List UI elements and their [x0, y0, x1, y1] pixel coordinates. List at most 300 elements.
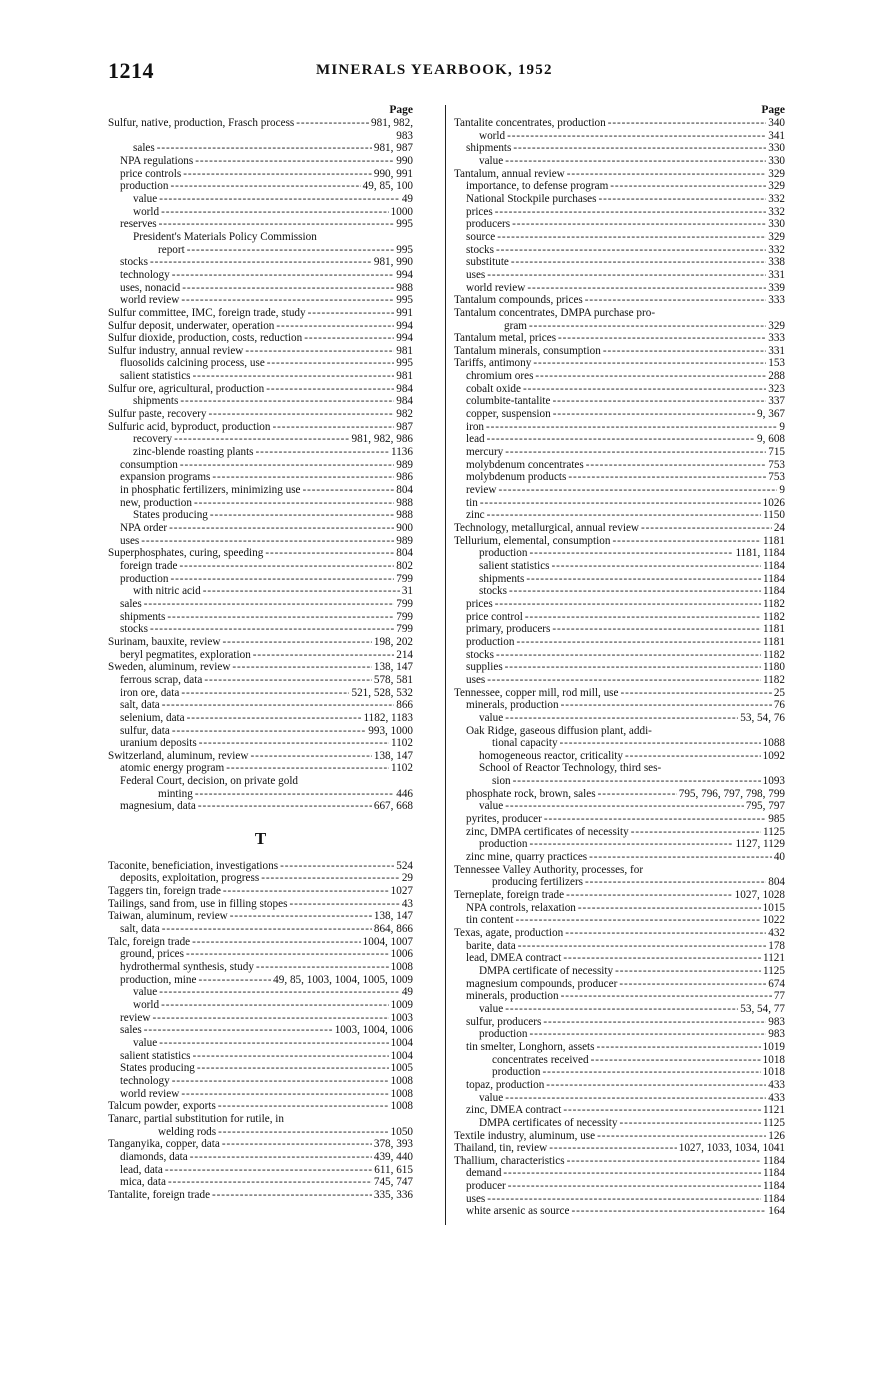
dot-leader — [529, 838, 733, 851]
entry-term: white arsenic as source — [466, 1205, 570, 1218]
index-entry — [454, 674, 785, 687]
page-reference: 1181 — [763, 534, 785, 547]
entry-term: Tantalum compounds, prices — [454, 294, 583, 307]
page-reference: 43 — [401, 897, 413, 910]
dot-leader — [612, 535, 761, 548]
page-reference: 329 — [768, 230, 785, 243]
index-entry — [108, 573, 413, 586]
page-reference: 1180 — [763, 661, 785, 674]
entry-term: Terneplate, foreign trade — [454, 889, 565, 902]
index-entry — [454, 256, 785, 269]
dot-leader — [276, 320, 394, 333]
page-header — [108, 58, 788, 82]
entry-term: Tanarc, partial substitution for rutile, in — [108, 1112, 284, 1125]
page-reference: 990 — [396, 154, 413, 167]
entry-term: selenium, data — [120, 711, 185, 724]
dot-leader — [487, 1193, 761, 1206]
page-reference: 994 — [396, 332, 413, 345]
index-entry — [454, 471, 785, 484]
entry-term: minerals, production — [466, 990, 559, 1003]
entry-term: salient statistics — [479, 559, 550, 572]
index-entry — [108, 699, 413, 712]
dot-leader — [526, 573, 761, 586]
dot-leader — [157, 142, 372, 155]
entry-term: phosphate rock, brown, sales — [466, 787, 596, 800]
dot-leader — [183, 168, 372, 181]
page-reference: 1125 — [763, 964, 785, 977]
index-entry — [454, 307, 785, 320]
dot-leader — [543, 1016, 766, 1029]
page-reference: 981, 982, — [371, 117, 413, 129]
index-entry — [454, 598, 785, 611]
entry-term: tional capacity — [492, 737, 558, 750]
dot-leader — [603, 345, 766, 358]
entry-term: DMPA certificate of necessity — [479, 964, 614, 977]
dot-leader — [496, 244, 766, 257]
index-entry — [454, 1193, 785, 1206]
page-reference: 439, 440 — [373, 1150, 413, 1163]
dot-leader — [218, 1126, 389, 1139]
index-entry — [108, 256, 413, 269]
entry-term: zinc-blende roasting plants — [133, 446, 254, 459]
page-reference: 799 — [396, 597, 413, 610]
dot-leader — [261, 872, 400, 885]
page-reference: 866 — [396, 699, 413, 712]
dot-leader — [498, 484, 777, 497]
page-reference: 1184 — [763, 1154, 785, 1167]
dot-leader — [529, 547, 733, 560]
page-reference: 329 — [768, 319, 785, 332]
page-reference: 332 — [768, 243, 785, 256]
entry-term: foreign trade — [120, 559, 178, 572]
entry-term: Texas, agate, production — [454, 927, 564, 939]
page-reference: 339 — [768, 281, 785, 294]
index-entry — [108, 1062, 413, 1075]
entry-term: iron — [466, 420, 485, 433]
entry-term: Sulfur deposit, underwater, operation — [108, 319, 275, 332]
entry-term: review — [466, 484, 497, 497]
index-entry — [454, 813, 785, 826]
index-column-right — [454, 103, 785, 1218]
entry-term: uses — [466, 673, 486, 686]
entry-term: technology — [120, 268, 170, 281]
entry-term: tin — [466, 496, 478, 509]
index-entry — [108, 611, 413, 624]
entry-term: topaz, production — [466, 1078, 545, 1091]
index-entry — [108, 193, 413, 206]
entry-term: cobalt oxide — [466, 382, 521, 395]
dot-leader — [597, 1130, 766, 1143]
page-reference: 1027 — [390, 885, 413, 898]
page-reference: 9, 367 — [757, 408, 785, 421]
page-reference: 1088 — [762, 737, 785, 750]
entry-term: review — [120, 1011, 151, 1024]
entry-term: ferrous scrap, data — [120, 673, 203, 686]
dot-leader — [561, 990, 772, 1003]
index-entry — [454, 497, 785, 510]
dot-leader — [170, 180, 360, 193]
entry-term: value — [479, 1002, 504, 1015]
index-entry — [454, 1054, 785, 1067]
page-reference: 1003, 1004, 1006 — [334, 1024, 413, 1037]
index-entry — [108, 636, 413, 649]
dot-leader — [256, 446, 389, 459]
entry-term: substitute — [466, 256, 509, 269]
page-reference: 715 — [768, 446, 785, 459]
dot-leader — [187, 712, 362, 725]
index-entry — [454, 357, 785, 370]
dot-leader — [230, 910, 372, 923]
index-entry — [108, 1075, 413, 1088]
dot-leader — [222, 636, 371, 649]
page-reference: 667, 668 — [373, 800, 413, 813]
index-entry — [454, 737, 785, 750]
index-entry — [108, 509, 413, 522]
index-entry — [454, 585, 785, 598]
dot-leader — [505, 1003, 738, 1016]
dot-leader — [181, 294, 394, 307]
index-entry — [108, 974, 413, 987]
dot-leader — [193, 1050, 389, 1063]
page-reference: 799 — [396, 610, 413, 623]
dot-leader — [159, 1037, 388, 1050]
page-reference: 985 — [768, 813, 785, 826]
index-column-left — [108, 103, 413, 1201]
dot-leader — [204, 674, 372, 687]
entry-term: production — [120, 572, 169, 585]
page-reference: 1125 — [763, 825, 785, 838]
page-reference: 333 — [768, 294, 785, 307]
index-entry — [108, 484, 413, 497]
page-reference: 126 — [768, 1129, 785, 1142]
dot-leader — [199, 737, 389, 750]
dot-leader — [169, 522, 394, 535]
index-entry — [454, 661, 785, 674]
entry-term: uses — [466, 1192, 486, 1205]
entry-term: production — [466, 635, 515, 648]
entry-term: stocks — [120, 256, 148, 269]
entry-term: pyrites, producer — [466, 813, 542, 826]
dot-leader — [296, 117, 369, 130]
dot-leader — [198, 974, 271, 987]
page-reference: 53, 54, 77 — [740, 1002, 785, 1015]
index-entry — [108, 725, 413, 738]
dot-leader — [591, 1054, 761, 1067]
dot-leader — [598, 788, 677, 801]
dot-leader — [546, 1079, 766, 1092]
page-reference: 49 — [401, 192, 413, 205]
dot-leader — [516, 914, 761, 927]
page-reference: 804 — [396, 547, 413, 560]
index-entry — [454, 370, 785, 383]
page-reference: 981, 982, 986 — [351, 433, 413, 446]
page-reference: 804 — [396, 484, 413, 497]
page-reference: 1003 — [390, 1011, 413, 1024]
index-entry — [454, 320, 785, 333]
entry-term: report — [158, 243, 185, 256]
index-entry — [454, 142, 785, 155]
dot-leader — [571, 1205, 766, 1218]
entry-term: Tennessee, copper mill, rod mill, use — [454, 686, 619, 699]
dot-leader — [586, 459, 766, 472]
index-entry — [454, 206, 785, 219]
index-entry — [108, 674, 413, 687]
dot-leader — [585, 294, 766, 307]
page-reference: 989 — [396, 458, 413, 471]
index-entry — [108, 661, 413, 674]
dot-leader — [516, 636, 761, 649]
dot-leader — [578, 902, 761, 915]
dot-leader — [141, 535, 394, 548]
index-entry — [108, 775, 413, 788]
index-entry — [454, 636, 785, 649]
entry-term: Tantalum metal, prices — [454, 332, 557, 345]
page-reference: 1000 — [390, 205, 413, 218]
index-entry — [108, 1138, 413, 1151]
dot-leader — [226, 762, 389, 775]
entry-term: Sulfur, native, production, Frasch process — [108, 117, 295, 129]
index-entry — [454, 1066, 785, 1079]
index-entry — [454, 560, 785, 573]
entry-term: uses, nonacid — [120, 281, 181, 294]
page-reference: 995 — [396, 294, 413, 307]
dot-leader — [232, 661, 371, 674]
page-reference: 1181 — [763, 635, 785, 648]
dot-leader — [527, 282, 766, 295]
dot-leader — [505, 661, 761, 674]
entry-term: stocks — [466, 648, 494, 661]
page-reference: 994 — [396, 268, 413, 281]
dot-leader — [250, 750, 371, 763]
entry-term: production — [479, 838, 528, 851]
dot-leader — [208, 408, 394, 421]
dot-leader — [560, 737, 761, 750]
dot-leader — [212, 1189, 372, 1202]
dot-leader — [266, 383, 394, 396]
page-reference: 745, 747 — [373, 1176, 413, 1189]
dot-leader — [509, 585, 761, 598]
entry-term: Taggers tin, foreign trade — [108, 885, 221, 898]
dot-leader — [182, 282, 394, 295]
page-reference: 1102 — [391, 737, 413, 750]
page-reference: 991 — [396, 306, 413, 319]
page-reference: 1136 — [391, 446, 413, 459]
page-reference: 9 — [779, 484, 785, 497]
entry-term: columbite-tantalite — [466, 395, 551, 408]
dot-leader — [181, 1088, 388, 1101]
index-entry — [108, 231, 413, 244]
page-reference: 433 — [768, 1091, 785, 1104]
page-reference: 753 — [768, 471, 785, 484]
index-entry — [454, 180, 785, 193]
index-entry — [454, 712, 785, 725]
page-reference: 49, 85, 100 — [362, 180, 413, 193]
page-reference: 178 — [768, 939, 785, 952]
dot-leader — [505, 800, 744, 813]
index-entry — [108, 1012, 413, 1025]
entry-term: sales — [120, 1024, 142, 1037]
dot-leader — [172, 269, 395, 282]
entry-term: Superphosphates, curing, speeding — [108, 547, 264, 560]
page-reference: 323 — [768, 382, 785, 395]
dot-leader — [529, 320, 766, 333]
index-entry — [108, 885, 413, 898]
index-entry — [454, 573, 785, 586]
entry-term: value — [479, 154, 504, 167]
index-entry — [454, 864, 785, 877]
index-entry — [108, 433, 413, 446]
page-reference: 341 — [768, 129, 785, 142]
dot-leader — [162, 923, 372, 936]
index-entry — [108, 269, 413, 282]
index-entry — [454, 699, 785, 712]
dot-leader — [619, 978, 766, 991]
dot-leader — [159, 986, 400, 999]
index-entry — [454, 1028, 785, 1041]
dot-leader — [144, 1024, 333, 1037]
index-entry — [108, 294, 413, 307]
index-entry — [454, 1117, 785, 1130]
entry-term: stocks — [479, 585, 507, 598]
index-entry — [454, 269, 785, 282]
entry-term: value — [479, 711, 504, 724]
entry-term: world review — [120, 1087, 180, 1100]
index-entry — [454, 990, 785, 1003]
entry-term: producers — [466, 218, 511, 231]
dot-leader — [180, 459, 394, 472]
entry-term: Federal Court, decision, on private gold — [120, 775, 299, 788]
page-reference: 330 — [768, 218, 785, 231]
dot-leader — [212, 471, 394, 484]
dot-leader — [144, 598, 394, 611]
entry-term: zinc — [466, 509, 485, 522]
dot-leader — [150, 623, 394, 636]
page-reference: 333 — [768, 332, 785, 345]
index-entry — [108, 623, 413, 636]
page-reference: 1182, 1183 — [363, 711, 413, 724]
dot-leader — [641, 522, 772, 535]
entry-term: sales — [120, 597, 142, 610]
index-entry — [108, 788, 413, 801]
index-entry — [108, 142, 413, 155]
dot-leader — [303, 484, 395, 497]
page-reference: 1015 — [762, 901, 785, 914]
index-entry — [454, 611, 785, 624]
page-reference: 994 — [396, 319, 413, 332]
entry-term: technology — [120, 1074, 170, 1087]
page-reference: 330 — [768, 142, 785, 155]
page-reference: 1050 — [390, 1125, 413, 1138]
entry-term: uses — [466, 268, 486, 281]
page-reference: 988 — [396, 509, 413, 522]
page-reference: 153 — [768, 357, 785, 370]
entry-term: Sulfur dioxide, production, costs, reduction — [108, 332, 303, 345]
dot-leader — [563, 952, 761, 965]
index-entry — [454, 1130, 785, 1143]
dot-leader — [568, 471, 766, 484]
page-reference: 1121 — [763, 952, 785, 965]
page-reference: 329 — [768, 167, 785, 180]
entry-term: shipments — [479, 572, 525, 585]
dot-leader — [631, 826, 761, 839]
dot-leader — [511, 256, 766, 269]
index-entry — [108, 497, 413, 510]
entry-term: uranium deposits — [120, 737, 197, 750]
index-entry — [108, 585, 413, 598]
index-entry — [454, 826, 785, 839]
entry-term: world review — [466, 281, 526, 294]
index-entry — [454, 193, 785, 206]
dot-leader — [487, 433, 755, 446]
index-entry — [454, 332, 785, 345]
index-entry — [108, 560, 413, 573]
index-entry — [108, 408, 413, 421]
index-entry — [454, 927, 785, 940]
dot-leader — [172, 1075, 389, 1088]
page-reference: 164 — [768, 1205, 785, 1218]
dot-leader — [195, 788, 394, 801]
page-reference: 432 — [768, 927, 785, 939]
page-reference: 983 — [396, 129, 413, 142]
index-entry — [454, 484, 785, 497]
dot-leader — [589, 851, 772, 864]
page-reference: 338 — [768, 256, 785, 269]
page-reference: 77 — [773, 990, 785, 1003]
index-entry — [108, 1037, 413, 1050]
index-entry — [108, 332, 413, 345]
dot-leader — [553, 408, 755, 421]
index-entry — [454, 535, 785, 548]
index-entry — [454, 1205, 785, 1218]
entry-term: Tantalum concentrates, DMPA purchase pro- — [454, 306, 656, 319]
page-reference: 983 — [768, 1028, 785, 1041]
page-reference: 138, 147 — [373, 910, 413, 923]
page-reference: 795, 797 — [745, 800, 785, 813]
index-entry — [108, 459, 413, 472]
index-entry — [108, 910, 413, 923]
entry-term: Taiwan, aluminum, review — [108, 910, 228, 923]
entry-term: Oak Ridge, gaseous diffusion plant, addi- — [466, 724, 652, 737]
dot-leader — [172, 725, 366, 738]
index-entry — [108, 1100, 413, 1113]
dot-leader — [289, 898, 399, 911]
entry-term: States producing — [120, 1062, 195, 1075]
page-reference: 1127, 1129 — [735, 838, 785, 851]
dot-leader — [487, 509, 761, 522]
dot-leader — [561, 699, 772, 712]
index-entry — [454, 408, 785, 421]
entry-term: iron ore, data — [120, 686, 180, 699]
index-entry — [108, 1176, 413, 1189]
index-entry — [108, 948, 413, 961]
page-reference: 1182 — [763, 597, 785, 610]
page-reference: 1022 — [762, 914, 785, 927]
index-entry — [108, 395, 413, 408]
dot-leader — [567, 1155, 761, 1168]
index-entry — [454, 649, 785, 662]
page-reference: 1008 — [390, 1100, 413, 1113]
dot-leader — [179, 560, 394, 573]
entry-term: chromium ores — [466, 370, 534, 383]
dot-leader — [567, 168, 766, 181]
entry-term: producing fertilizers — [492, 876, 584, 889]
index-entry — [454, 1167, 785, 1180]
page-reference: 900 — [396, 522, 413, 534]
index-entry — [108, 750, 413, 763]
entry-term: mercury — [466, 446, 504, 459]
dot-leader — [615, 965, 761, 978]
dot-leader — [159, 218, 395, 231]
